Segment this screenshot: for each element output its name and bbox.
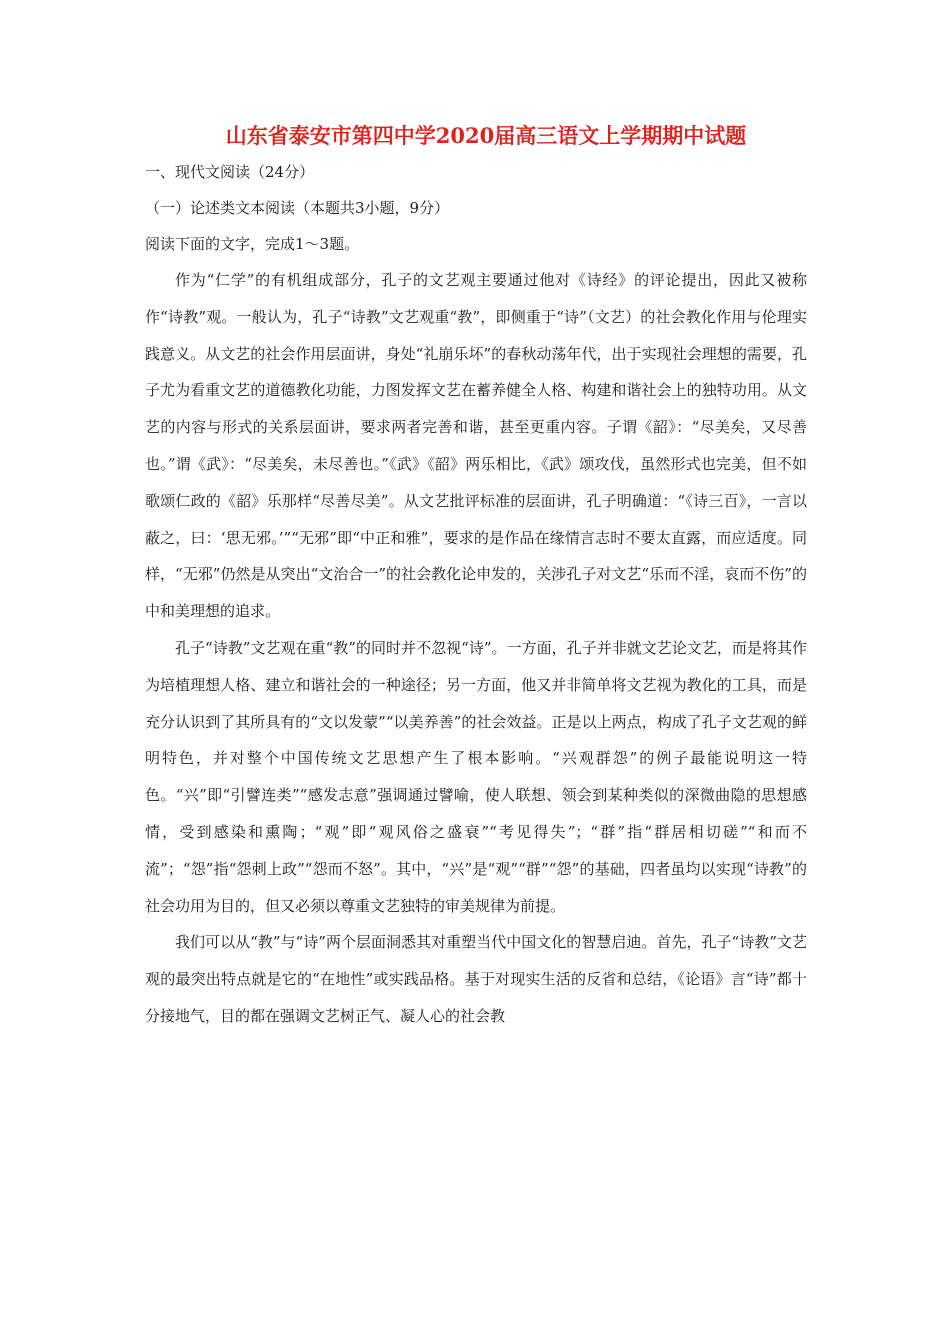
paragraph-3: 我们可以从“教”与“诗”两个层面洞悉其对重塑当代中国文化的智慧启迪。首先，孔子“诗教”文艺观的最突出特点就是它的“在地性”或实践品格。基于对现实生活的反省和总结，《论语》言“诗”都十分接地气，目的都在强调文艺树正气、凝人心的社会教	[145, 933, 807, 1025]
section-heading: 一、现代文阅读（24分）	[145, 163, 315, 181]
subsection-heading: （一）论述类文本阅读（本题共3小题，9分）	[145, 199, 450, 217]
paragraph-2: 孔子“诗教”文艺观在重“教”的同时并不忽视“诗”。一方面，孔子并非就文艺论文艺，而是将其作为培植理想人格、建立和谐社会的一种途径；另一方面，他又并非简单将文艺视为教化的工具，而是充分认识到了其所具有的“文以发蒙”“以美养善”的社会效益。正是以上两点，构成了孔子文艺观的鲜明特色，并对整个中国传统文艺思想产生了根本影响。“兴观群怨”的例子最能说明这一特色。“兴”即“引譬连类”“感发志意”强调通过譬喻，使人联想、领会到某种类似的深微曲隐的思想感情，受到感染和熏陶；“观”即“观风俗之盛衰”“考见得失”；“群”指“群居相切磋”“和而不流”；“怨”指“怨刺上政”“怨而不怒”。其中，“兴”是“观”“群”“怨”的基础，四者虽均以实现“诗教”的社会功用为目的，但又必须以尊重文艺独特的审美规律为前提。	[145, 638, 807, 915]
reading-instruction: 阅读下面的文字，完成1～3题。	[145, 235, 360, 253]
paragraph-1: 作为“仁学”的有机组成部分，孔子的文艺观主要通过他对《诗经》的评论提出，因此又被称作“诗教”观。一般认为，孔子“诗教”文艺观重“教”，即侧重于“诗”（文艺）的社会教化作用与伦理实践意义。从文艺的社会作用层面讲，身处“礼崩乐坏”的春秋动荡年代，出于实现社会理想的需要，孔子尤为看重文艺的道德教化功能，力图发挥文艺在蓄养健全人格、构建和谐社会上的独特功用。从文艺的内容与形式的关系层面讲，要求两者完善和谐，甚至更重内容。子谓《韶》：“尽美矣，又尽善也。”谓《武》：“尽美矣，未尽善也。”《武》《韶》两乐相比，《武》颂攻伐，虽然形式也完美，但不如歌颂仁政的《韶》乐那样“尽善尽美”。从文艺批评标准的层面讲，孔子明确道：“《诗三百》，一言以蔽之，曰：‘思无邪。’”“无邪”即“中正和雅”，要求的是作品在缘情言志时不要太直露，而应适度。同样，“无邪”仍然是从突出“文治合一”的社会教化论申发的，关涉孔子对文艺“乐而不淫，哀而不伤”的中和美理想的追求。	[145, 271, 807, 621]
document-page	[145, 118, 807, 1035]
document-title: 山东省泰安市第四中学2020届高三语文上学期期中试题	[225, 123, 747, 148]
